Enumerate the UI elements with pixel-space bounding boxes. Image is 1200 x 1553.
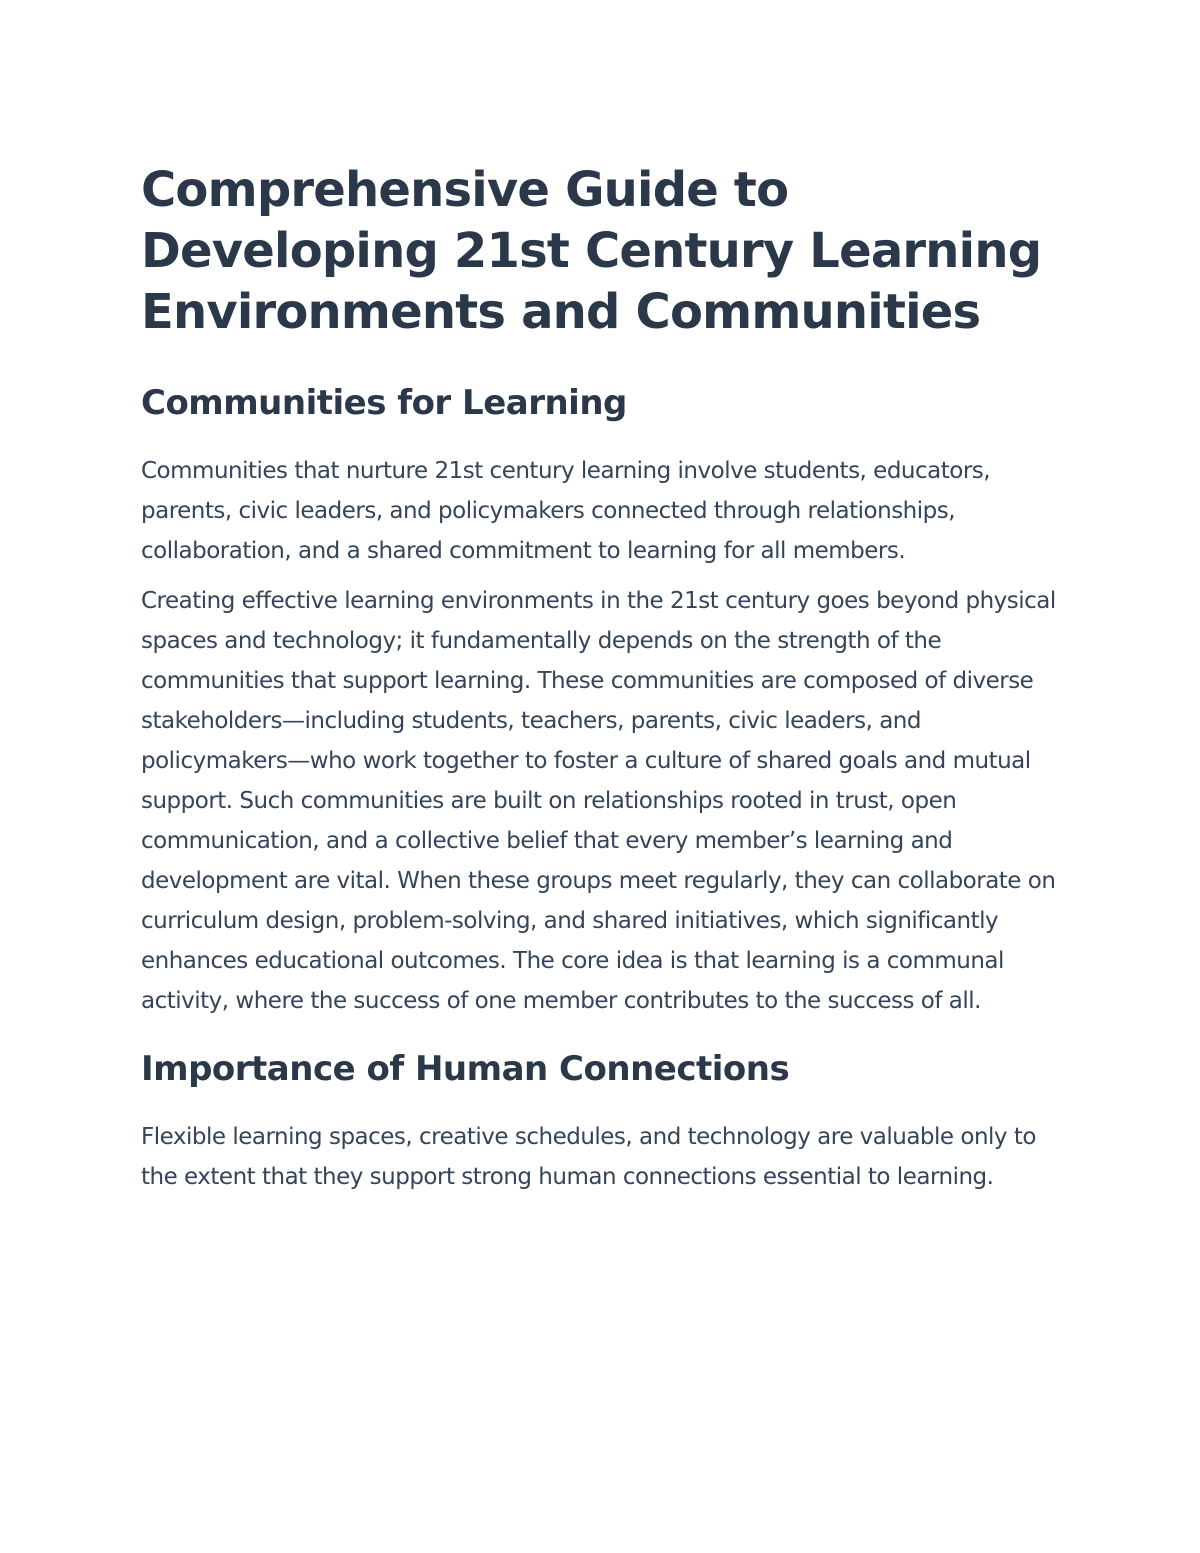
section-heading: Communities for Learning [141,383,627,423]
section-importance-of-human-connections [141,1047,1066,1197]
document-page [141,160,1066,1223]
section-heading: Importance of Human Connections [141,1049,790,1089]
paragraph: Communities that nurture 21st century learning involve students, educators, parents, civic leaders, and policymakers connected through relationships, collaboration, and a shared commitment to learning for all members. [141,458,991,564]
section-communities-for-learning [141,381,1066,1021]
document-title: Comprehensive Guide to Developing 21st Century Learning Environments and Communities [141,162,1042,340]
paragraph: Flexible learning spaces, creative schedules, and technology are valuable only to the extent that they support strong human connections essential to learning. [141,1124,1036,1190]
paragraph: Creating effective learning environments in the 21st century goes beyond physical spaces and technology; it fundamentally depends on the strength of the communities that support learning. These communities are composed of diverse stakeholders—including students, teachers, parents, civic leaders, and policymakers—who work together to foster a culture of shared goals and mutual support. Such communities are built on relationships rooted in trust, open communication, and a collective belief that every member’s learning and development are vital. When these groups meet regularly, they can collaborate on curriculum design, problem-solving, and shared initiatives, which significantly enhances educational outcomes. The core idea is that learning is a communal activity, where the success of one member contributes to the success of all. [141,588,1056,1014]
